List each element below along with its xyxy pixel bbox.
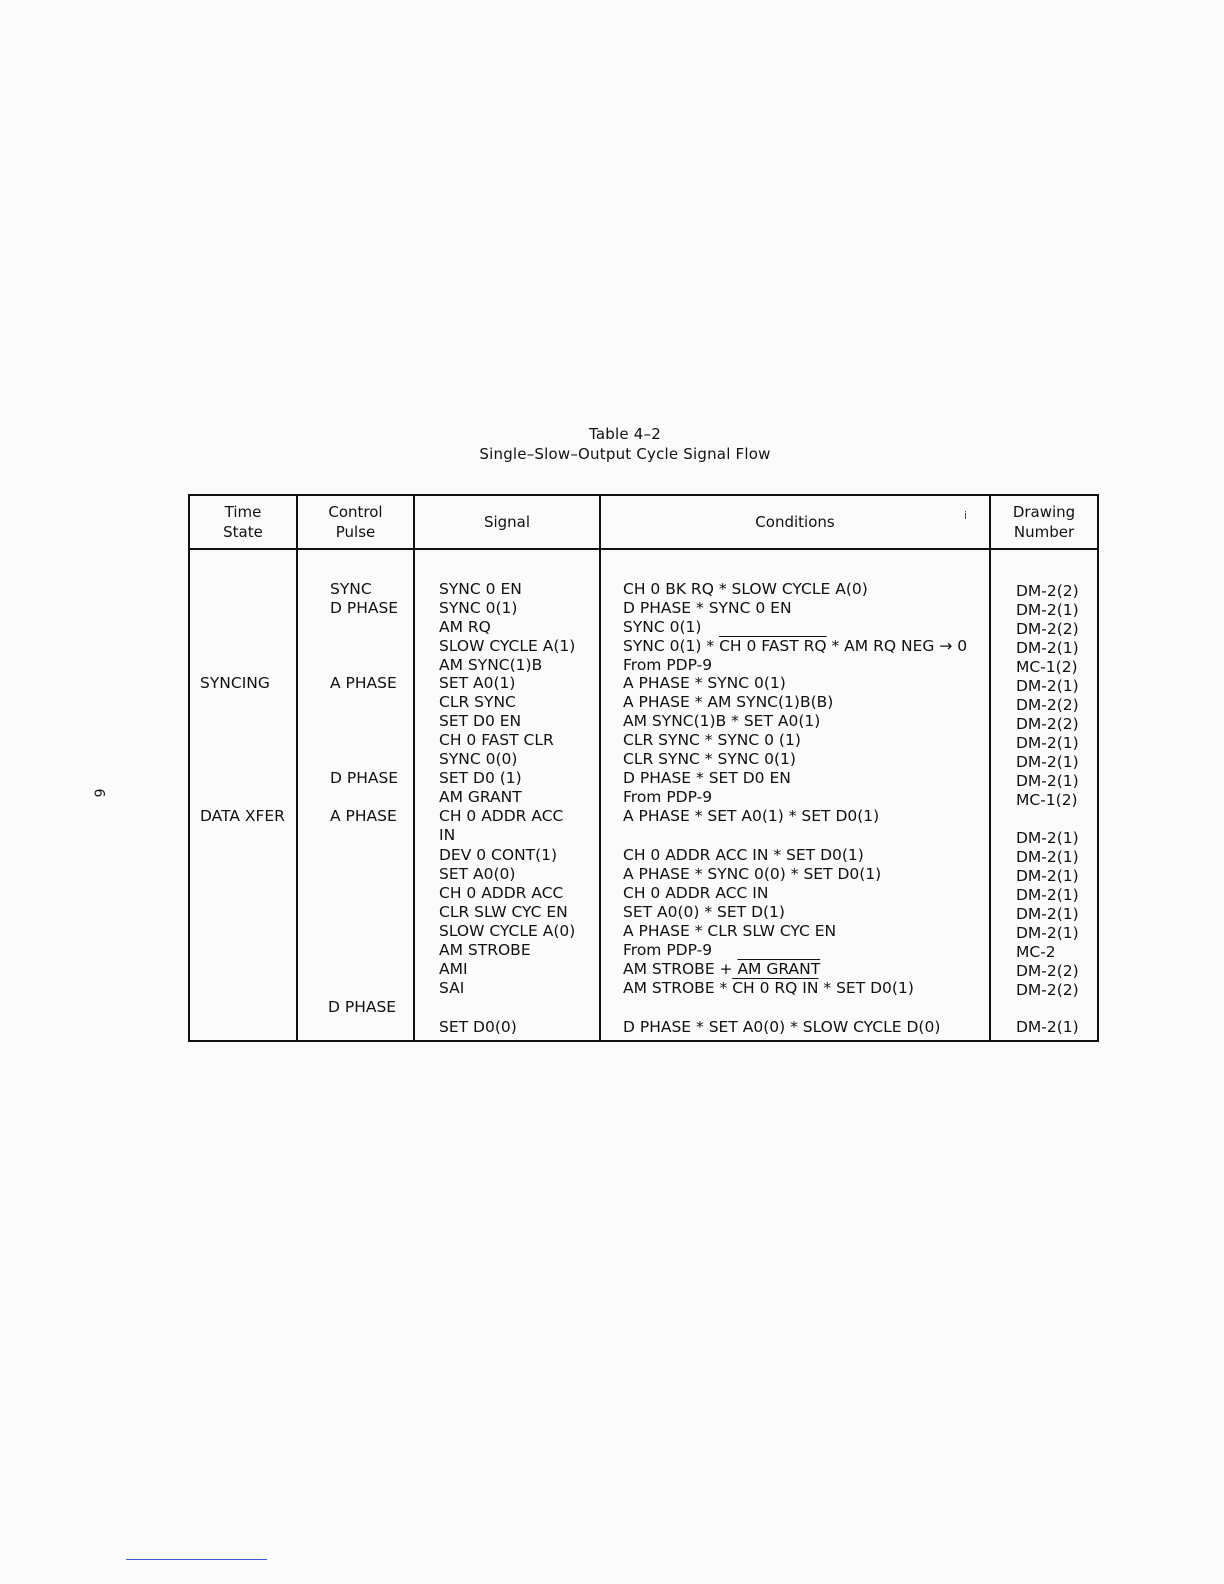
signal-cell: SET D0(0)	[439, 1018, 517, 1036]
signal-flow-table	[188, 494, 1099, 1042]
condition-cell: CLR SYNC * SYNC 0(1)	[623, 750, 796, 768]
signal-cell: SLOW CYCLE A(0)	[439, 922, 576, 940]
condition-cell: D PHASE * SET D0 EN	[623, 769, 791, 787]
condition-cell: A PHASE * AM SYNC(1)B(B)	[623, 693, 834, 711]
drawing-number-cell: DM-2(2)	[1016, 962, 1079, 980]
drawing-number-cell: DM-2(1)	[1016, 639, 1079, 657]
drawing-number-cell: DM-2(2)	[1016, 715, 1079, 733]
drawing-number-cell: DM-2(1)	[1016, 829, 1079, 847]
header-signal: Signal	[483, 513, 531, 531]
drawing-number-cell: DM-2(2)	[1016, 620, 1079, 638]
signal-cell: CLR SYNC	[439, 693, 516, 711]
drawing-number-cell: DM-2(1)	[1016, 601, 1079, 619]
table-title: Single–Slow–Output Cycle Signal Flow	[479, 445, 771, 463]
drawing-number-cell: DM-2(1)	[1016, 1018, 1079, 1036]
drawing-number-cell: DM-2(1)	[1016, 677, 1079, 695]
condition-cell	[623, 979, 914, 998]
signal-cell: IN	[439, 826, 456, 844]
column-divider	[989, 496, 991, 1040]
drawing-number-cell: DM-2(1)	[1016, 753, 1079, 771]
condition-cell: SET A0(0) * SET D(1)	[623, 903, 785, 921]
control-pulse-cell: A PHASE	[330, 807, 397, 825]
header-drawing-number: Drawing Number	[1012, 503, 1076, 541]
condition-cell: A PHASE * CLR SLW CYC EN	[623, 922, 837, 940]
signal-cell: SET D0 EN	[439, 712, 522, 730]
condition-text: * SET D0(1)	[818, 979, 914, 997]
column-divider	[413, 496, 415, 1040]
condition-cell: A PHASE * SYNC 0(0) * SET D0(1)	[623, 865, 882, 883]
condition-text: SYNC 0(1) *	[623, 637, 720, 655]
signal-cell: CH 0 ADDR ACC	[439, 884, 564, 902]
signal-cell: CH 0 FAST CLR	[439, 731, 554, 749]
drawing-number-cell: DM-2(2)	[1016, 582, 1079, 600]
signal-cell: DEV 0 CONT(1)	[439, 846, 558, 864]
condition-cell: From PDP-9	[623, 788, 713, 806]
column-divider	[599, 496, 601, 1040]
control-pulse-cell: D PHASE	[330, 599, 399, 617]
condition-cell: CLR SYNC * SYNC 0 (1)	[623, 731, 801, 749]
drawing-number-cell: DM-2(1)	[1016, 905, 1079, 923]
condition-text: AM STROBE *	[623, 979, 733, 997]
condition-cell: A PHASE * SYNC 0(1)	[623, 674, 786, 692]
drawing-number-cell: DM-2(2)	[1016, 981, 1079, 999]
condition-cell: From PDP-9	[623, 941, 713, 959]
link-underline	[126, 1559, 267, 1560]
condition-cell: CH 0 BK RQ * SLOW CYCLE A(0)	[623, 580, 868, 598]
control-pulse-cell: A PHASE	[330, 674, 397, 692]
signal-cell: AM STROBE	[439, 941, 531, 959]
drawing-number-cell: DM-2(1)	[1016, 734, 1079, 752]
condition-negated-term: CH 0 FAST RQ	[719, 637, 827, 655]
time-state-cell: DATA XFER	[200, 807, 285, 825]
condition-negated-term: CH 0 RQ IN	[732, 979, 819, 997]
condition-cell: SYNC 0(1)	[623, 618, 702, 636]
drawing-number-cell: DM-2(1)	[1016, 886, 1079, 904]
condition-cell: CH 0 ADDR ACC IN	[623, 884, 769, 902]
signal-cell: SLOW CYCLE A(1)	[439, 637, 576, 655]
condition-cell: A PHASE * SET A0(1) * SET D0(1)	[623, 807, 880, 825]
signal-cell: SYNC 0(0)	[439, 750, 518, 768]
condition-text: * AM RQ NEG → 0	[826, 637, 968, 655]
condition-negated-term: AM GRANT	[737, 960, 821, 978]
condition-cell	[623, 637, 967, 656]
table-number: Table 4–2	[589, 425, 661, 443]
page-number: 6	[90, 788, 107, 798]
signal-cell: CLR SLW CYC EN	[439, 903, 568, 921]
signal-cell: AMI	[439, 960, 468, 978]
signal-cell: AM SYNC(1)B	[439, 656, 543, 674]
condition-cell: AM SYNC(1)B * SET A0(1)	[623, 712, 821, 730]
time-state-cell: SYNCING	[200, 674, 270, 692]
signal-cell: CH 0 ADDR ACC	[439, 807, 564, 825]
drawing-number-cell: MC-1(2)	[1016, 658, 1078, 676]
stray-mark: i	[964, 509, 968, 522]
condition-cell: CH 0 ADDR ACC IN * SET D0(1)	[623, 846, 864, 864]
drawing-number-cell: MC-1(2)	[1016, 791, 1078, 809]
condition-cell: D PHASE * SET A0(0) * SLOW CYCLE D(0)	[623, 1018, 941, 1036]
header-divider	[190, 548, 1097, 550]
header-conditions: Conditions	[755, 513, 835, 531]
signal-cell: SET D0 (1)	[439, 769, 522, 787]
signal-cell: SYNC 0 EN	[439, 580, 522, 598]
condition-cell: From PDP-9	[623, 656, 713, 674]
header-time-state: Time State	[223, 503, 263, 541]
condition-cell	[623, 960, 820, 979]
header-control-pulse: Control Pulse	[328, 503, 383, 541]
control-pulse-cell: SYNC	[330, 580, 372, 598]
drawing-number-cell: MC-2	[1016, 943, 1056, 961]
control-pulse-cell: D PHASE	[328, 998, 397, 1016]
condition-cell: D PHASE * SYNC 0 EN	[623, 599, 792, 617]
drawing-number-cell: DM-2(1)	[1016, 772, 1079, 790]
signal-cell: AM GRANT	[439, 788, 522, 806]
drawing-number-cell: DM-2(1)	[1016, 848, 1079, 866]
drawing-number-cell: DM-2(2)	[1016, 696, 1079, 714]
signal-cell: AM RQ	[439, 618, 491, 636]
control-pulse-cell: D PHASE	[330, 769, 399, 787]
condition-text: AM STROBE +	[623, 960, 738, 978]
drawing-number-cell: DM-2(1)	[1016, 924, 1079, 942]
column-divider	[296, 496, 298, 1040]
signal-cell: SYNC 0(1)	[439, 599, 518, 617]
signal-cell: SET A0(0)	[439, 865, 516, 883]
drawing-number-cell: DM-2(1)	[1016, 867, 1079, 885]
signal-cell: SET A0(1)	[439, 674, 516, 692]
signal-cell: SAI	[439, 979, 465, 997]
